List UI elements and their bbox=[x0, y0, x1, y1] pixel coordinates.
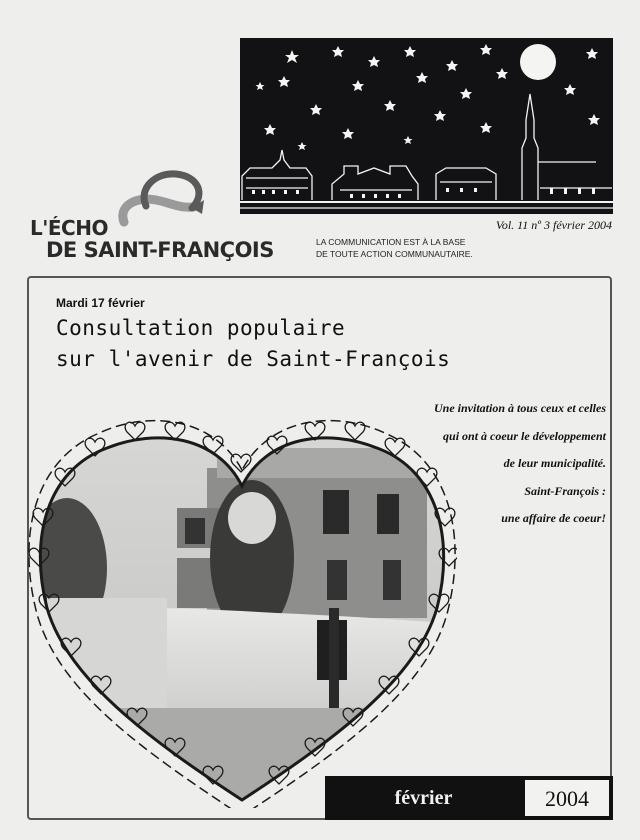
swirl-logo-icon bbox=[116, 166, 216, 232]
night-village-illustration bbox=[240, 38, 613, 214]
headline-line2: sur l'avenir de Saint-François bbox=[56, 347, 451, 371]
headline-line1: Consultation populaire bbox=[56, 316, 346, 340]
tagline-line2: DE TOUTE ACTION COMMUNAUTAIRE. bbox=[316, 249, 473, 259]
invitation-line: qui ont à coeur le développement bbox=[443, 428, 606, 443]
heart-photo bbox=[27, 408, 457, 808]
invitation-line: Saint-François : bbox=[524, 483, 606, 498]
masthead-tagline bbox=[316, 236, 516, 260]
logo-title-line2: DE SAINT-FRANÇOIS bbox=[46, 238, 274, 262]
event-date: Mardi 17 février bbox=[56, 296, 145, 310]
masthead-banner bbox=[240, 38, 613, 214]
moon-icon bbox=[520, 44, 556, 80]
invitation-line: une affaire de coeur! bbox=[501, 511, 606, 525]
footer-year: 2004 bbox=[525, 780, 609, 816]
tagline-line1: LA COMMUNICATION EST À LA BASE bbox=[316, 237, 466, 247]
invitation-line: Une invitation à tous ceux et celles bbox=[434, 401, 606, 415]
issue-volume: Vol. 11 nº 3 février 2004 bbox=[495, 218, 612, 232]
footer-month: février bbox=[394, 787, 453, 809]
publication-logo bbox=[24, 166, 292, 266]
invitation-line: de leur municipalité. bbox=[503, 456, 606, 470]
headline bbox=[56, 313, 596, 375]
logo-title-line1: L'ÉCHO bbox=[30, 216, 108, 240]
